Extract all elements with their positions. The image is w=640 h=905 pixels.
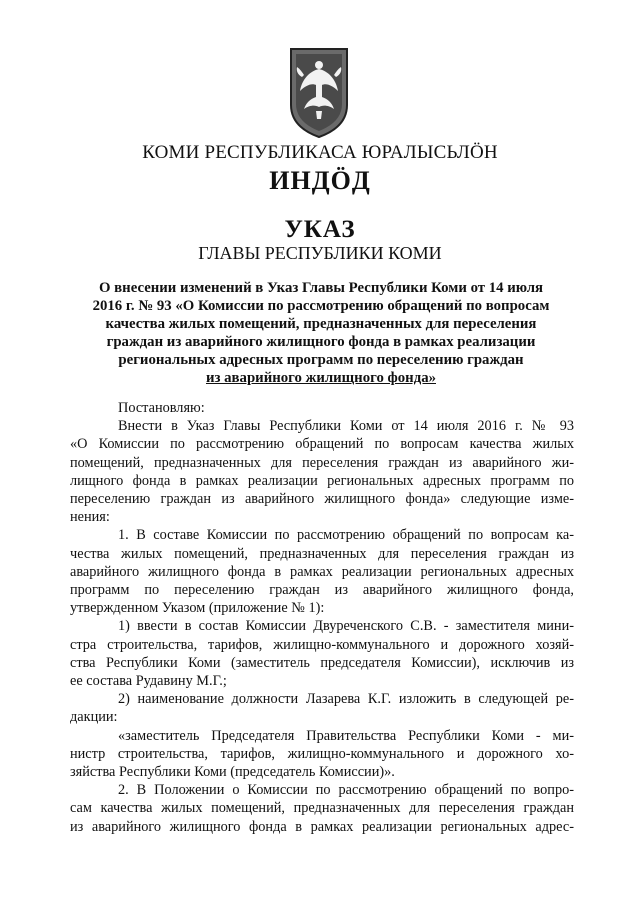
decree-heading-line: 2016 г. № 93 «О Комиссии по рассмотрению обращений по вопросам (92, 298, 550, 314)
body-line: нистр строительства, тарифов, жилищно-коммунального и дорожного хо- (70, 745, 574, 762)
document-body (70, 399, 574, 836)
body-line: лищного фонда в рамках реализации региональных адресных программ по (70, 472, 574, 489)
decree-heading-line-underlined: из аварийного жилищного фонда» (205, 370, 436, 386)
body-line: утвержденном Указом (приложение № 1): (70, 600, 325, 617)
body-line: нения: (70, 509, 110, 526)
decree-heading-line: качества жилых помещений, предназначенных для переселения (105, 316, 537, 332)
body-line: Постановляю: (118, 400, 205, 416)
document-title: УКАЗ (284, 216, 356, 243)
decree-heading-line: граждан из аварийного жилищного фонда в рамках реализации (106, 334, 536, 350)
header-republic-komi: КОМИ РЕСПУБЛИКАСА ЮРАЛЫСЬЛÖН (142, 142, 498, 163)
decree-heading (84, 279, 558, 387)
body-line: «заместитель Председателя Правительства Республики Коми - ми- (118, 727, 574, 744)
body-line: из аварийного жилищного фонда в рамках реализации региональных адрес- (70, 818, 574, 835)
document-subtitle: ГЛАВЫ РЕСПУБЛИКИ КОМИ (198, 243, 442, 263)
body-line: стра строительства, тарифов, жилищно-коммунального и дорожного хозяй- (70, 636, 574, 653)
body-line: ее состава Рудавину М.Г.; (70, 673, 227, 690)
body-line: сам качества жилых помещений, предназначенных для переселения граждан (70, 800, 574, 817)
body-line: переселению граждан из аварийного жилищного фонда» следующие изме- (70, 491, 574, 508)
body-line: Внести в Указ Главы Республики Коми от 14 июля 2016 г. № 93 (118, 418, 574, 435)
decree-heading-line: О внесении изменений в Указ Главы Республики Коми от 14 июля (98, 280, 544, 296)
decree-heading-line: региональных адресных программ по переселению граждан (118, 352, 524, 368)
body-line: 2) наименование должности Лазарева К.Г. изложить в следующей ре- (118, 691, 574, 708)
body-line: чества жилых помещений, предназначенных для переселения граждан из (70, 545, 574, 562)
body-line: зяйства Республики Коми (председатель Комиссии)». (70, 764, 395, 781)
body-line: «О Комиссии по рассмотрению обращений по вопросам качества жилых (70, 436, 574, 453)
body-line: помещений, предназначенных для переселения граждан из аварийного жи- (70, 454, 574, 471)
body-line: 1) ввести в состав Комиссии Двуреченского С.В. - заместителя мини- (118, 618, 574, 635)
body-line: аварийного жилищного фонда в рамках реализации региональных адресных (70, 563, 574, 580)
header-indod: ИНДÖД (269, 166, 371, 195)
body-line: дакции: (70, 709, 118, 726)
body-line: ства Республики Коми (заместитель председателя Комиссии), исключив из (70, 654, 574, 671)
body-line: 2. В Положении о Комиссии по рассмотрению обращений по вопро- (118, 782, 574, 799)
body-line: программ по переселению граждан из аварийного жилищного фонда, (70, 582, 574, 599)
komi-coat-of-arms-icon (288, 47, 350, 139)
body-line: 1. В составе Комиссии по рассмотрению обращений по вопросам ка- (118, 527, 574, 544)
